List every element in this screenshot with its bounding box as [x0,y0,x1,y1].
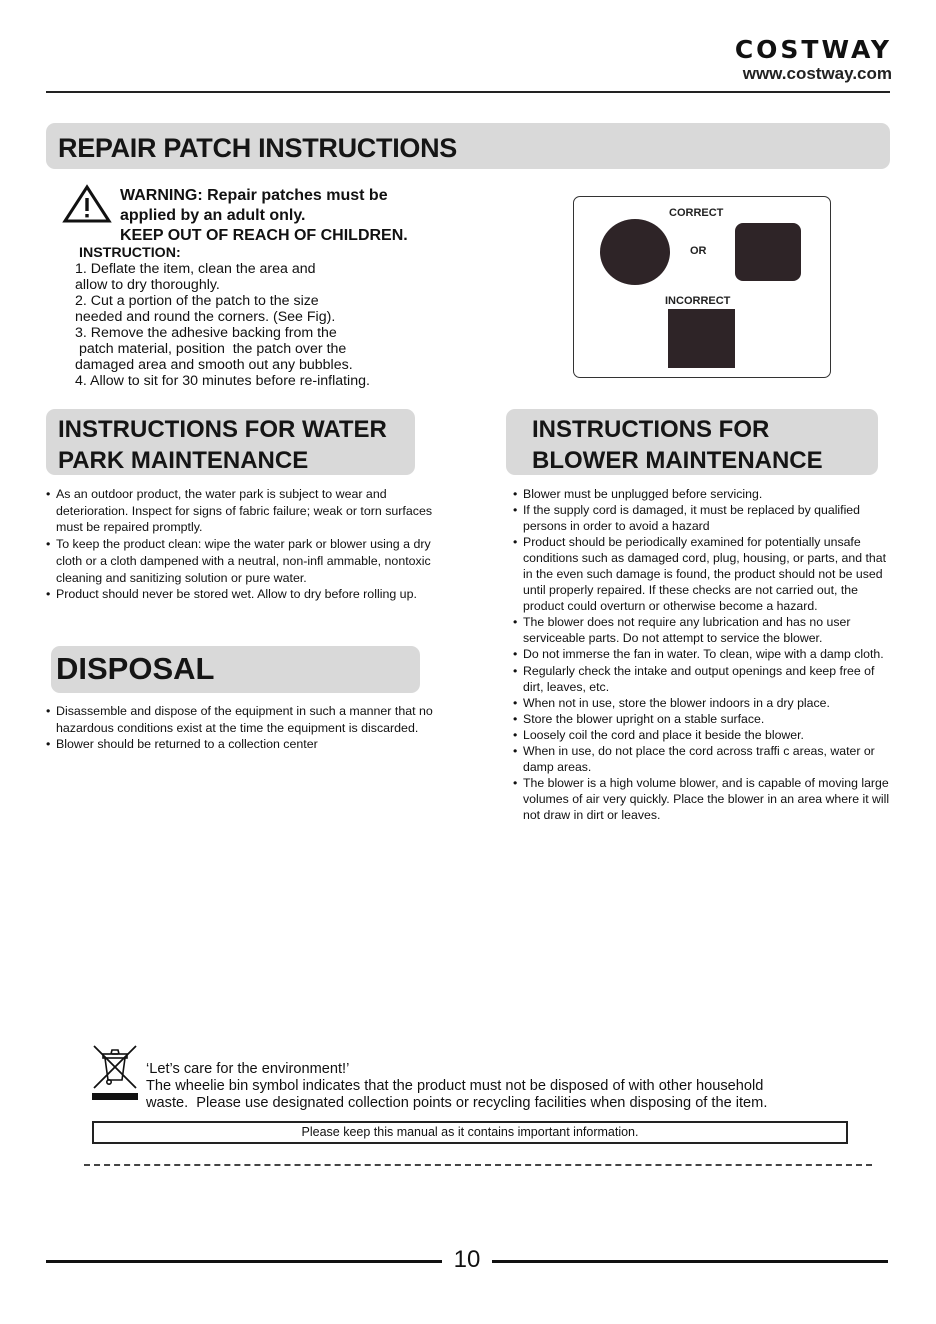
list-item: • Blower must be unplugged before servicing. [513,486,893,502]
crossed-out-wheelie-bin-icon [92,1044,138,1102]
instruction-line: patch material, position the patch over the [75,341,347,357]
warning-text [120,186,408,246]
list-item: • Blower should be returned to a collection center [46,736,446,753]
list-item: • Disassemble and dispose of the equipment in such a manner that no hazardous conditions exist at the time the equipment is discarded. [46,703,446,736]
list-item: • If the supply cord is damaged, it must be replaced by qualified persons in order to avoid a hazard [513,502,893,534]
dashed-cut-line [84,1164,872,1166]
square-patch-shape [668,309,735,368]
list-item: • When not in use, store the blower indoors in a dry place. [513,695,893,711]
rounded-square-patch-shape [735,223,801,281]
instruction-heading: INSTRUCTION: [79,245,181,261]
keep-manual-notice: Please keep this manual as it contains important information. [92,1121,848,1144]
figure-label-or: OR [690,245,707,257]
list-item: • Product should be periodically examined for potentially unsafe conditions such as damaged cord, plug, housing, or parts, and that in the even such damage is found, the product should not be used until properly repaired. If these checks are not carried out, the product could overturn or otherwise become a hazard. [513,534,893,614]
heading-line: INSTRUCTIONS FOR WATER [58,416,387,443]
heading-line: INSTRUCTIONS FOR [532,416,770,443]
figure-label-correct: CORRECT [669,207,724,219]
heading-line: BLOWER MAINTENANCE [532,447,823,474]
round-patch-shape [600,219,670,285]
list-item: • Product should never be stored wet. Allow to dry before rolling up. [46,586,446,603]
heading-line: PARK MAINTENANCE [58,447,309,474]
footer-rule-left [46,1260,442,1263]
environment-line: The wheelie bin symbol indicates that the product must not be disposed of with other household [146,1078,764,1094]
instruction-line: 1. Deflate the item, clean the area and [75,261,316,277]
list-item: • When in use, do not place the cord across traffi c areas, water or damp areas. [513,743,893,775]
list-item: • Store the blower upright on a stable surface. [513,711,893,727]
instruction-line: allow to dry thoroughly. [75,277,220,293]
header-divider [46,91,890,93]
brand-name: COSTWAY [734,35,892,64]
list-item: • Loosely coil the cord and place it beside the blower. [513,727,893,743]
environment-line: waste. Please use designated collection points or recycling facilities when disposing of the item. [146,1095,768,1111]
instruction-line: 2. Cut a portion of the patch to the size [75,293,319,309]
list-item: • As an outdoor product, the water park is subject to wear and deterioration. Inspect for signs of fabric failure; weak or torn surfaces must be repaired promptly. [46,486,446,536]
instruction-line: 3. Remove the adhesive backing from the [75,325,337,341]
repair-patch-heading: REPAIR PATCH INSTRUCTIONS [46,123,890,169]
warning-triangle-icon [62,184,112,224]
warning-line: applied by an adult only. [120,207,306,224]
instruction-line: damaged area and smooth out any bubbles. [75,357,353,373]
list-item: • The blower does not require any lubrication and has no user serviceable parts. Do not attempt to service the blower. [513,614,893,646]
blower-maintenance-list [513,486,893,823]
instruction-line: needed and round the corners. (See Fig). [75,309,336,325]
list-item: • To keep the product clean: wipe the water park or blower using a dry cloth or a cloth dampened with a neutral, non-infl ammable, nontoxic cleaning and sanitizing solution or pure water. [46,536,446,586]
repair-instructions [75,245,465,389]
page-number: 10 [453,1246,481,1273]
environment-notice [146,1061,866,1112]
figure-label-incorrect: INCORRECT [665,295,731,307]
warning-line: KEEP OUT OF REACH OF CHILDREN. [120,227,408,244]
water-park-maintenance-list [46,486,446,603]
footer-rule-right [492,1260,888,1263]
brand-logo [700,36,892,84]
list-item: • Regularly check the intake and output openings and keep free of dirt, leaves, etc. [513,663,893,695]
patch-shape-figure [573,196,831,378]
water-park-maintenance-heading [46,409,415,475]
blower-maintenance-heading [506,409,878,475]
warning-line: WARNING: Repair patches must be [120,187,388,204]
list-item: • Do not immerse the fan in water. To clean, wipe with a damp cloth. [513,646,893,662]
environment-line: ‘Let’s care for the environment!’ [146,1061,350,1077]
disposal-list [46,703,446,753]
instruction-line: 4. Allow to sit for 30 minutes before re-inflating. [75,373,370,389]
list-item: • The blower is a high volume blower, and is capable of moving large volumes of air very quickly. Place the blower in an area where it will not draw in dirt or leaves. [513,775,893,823]
brand-url: www.costway.com [742,64,892,83]
disposal-heading: DISPOSAL [51,646,420,693]
